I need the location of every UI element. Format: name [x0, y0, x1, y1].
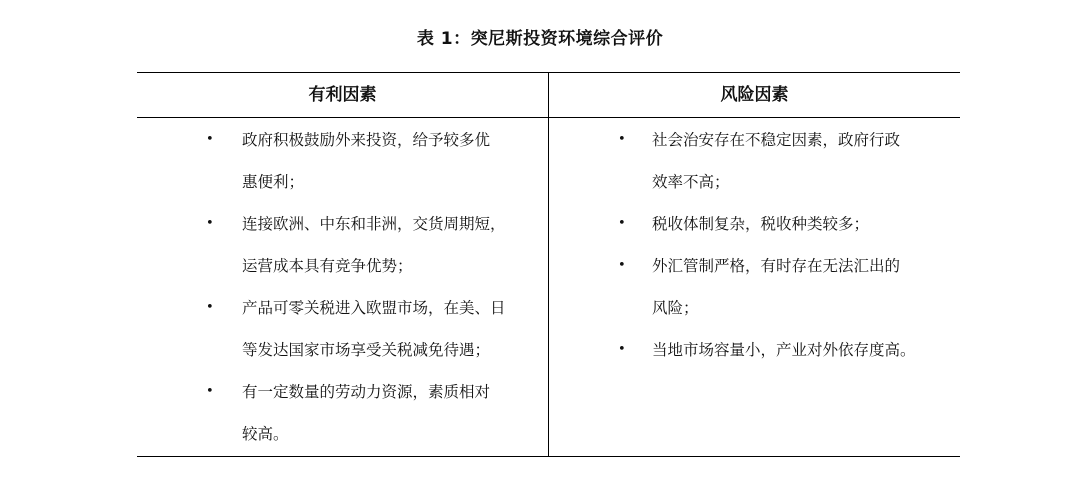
- risk-factors-list: [549, 119, 960, 371]
- bullet-icon: •: [618, 132, 626, 147]
- header-risk-factors: 风险因素: [720, 85, 789, 105]
- list-item: [137, 203, 548, 287]
- list-item-line: 效率不高；: [652, 173, 730, 191]
- table-caption: 表 1：突尼斯投资环境综合评价: [416, 29, 664, 49]
- list-item-line: 有一定数量的劳动力资源，素质相对: [242, 383, 491, 401]
- list-item-line: 产品可零关税进入欧盟市场，在美、日: [242, 299, 506, 317]
- bullet-icon: •: [206, 300, 214, 315]
- list-item: [549, 245, 960, 329]
- favorable-factors-list: [137, 119, 548, 455]
- list-item-line: 运营成本具有竞争优势；: [242, 257, 413, 275]
- list-item-line: 风险；: [652, 299, 699, 317]
- list-item-line: 等发达国家市场享受关税减免待遇；: [242, 341, 491, 359]
- list-item-line: 较高。: [242, 425, 289, 443]
- list-item-line: 惠便利；: [242, 173, 305, 191]
- list-item-line: 社会治安存在不稳定因素，政府行政: [652, 131, 901, 149]
- bullet-icon: •: [206, 132, 214, 147]
- list-item: [549, 329, 960, 371]
- list-item: [137, 371, 548, 455]
- bullet-icon: •: [618, 258, 626, 273]
- list-item-line: 外汇管制严格，有时存在无法汇出的: [652, 257, 901, 275]
- list-item: [137, 287, 548, 371]
- list-item-line: 税收体制复杂，税收种类较多；: [652, 215, 870, 233]
- bullet-icon: •: [618, 342, 626, 357]
- list-item: [549, 119, 960, 203]
- bullet-icon: •: [618, 216, 626, 231]
- table-header-row: [137, 73, 960, 118]
- list-item-line: 当地市场容量小，产业对外依存度高。: [652, 341, 916, 359]
- bullet-icon: •: [206, 384, 214, 399]
- bullet-icon: •: [206, 216, 214, 231]
- evaluation-table: [137, 72, 960, 457]
- list-item: [549, 203, 960, 245]
- list-item: [137, 119, 548, 203]
- list-item-line: 连接欧洲、中东和非洲，交货周期短，: [242, 215, 506, 233]
- header-favorable-factors: 有利因素: [308, 85, 377, 105]
- list-item-line: 政府积极鼓励外来投资，给予较多优: [242, 131, 491, 149]
